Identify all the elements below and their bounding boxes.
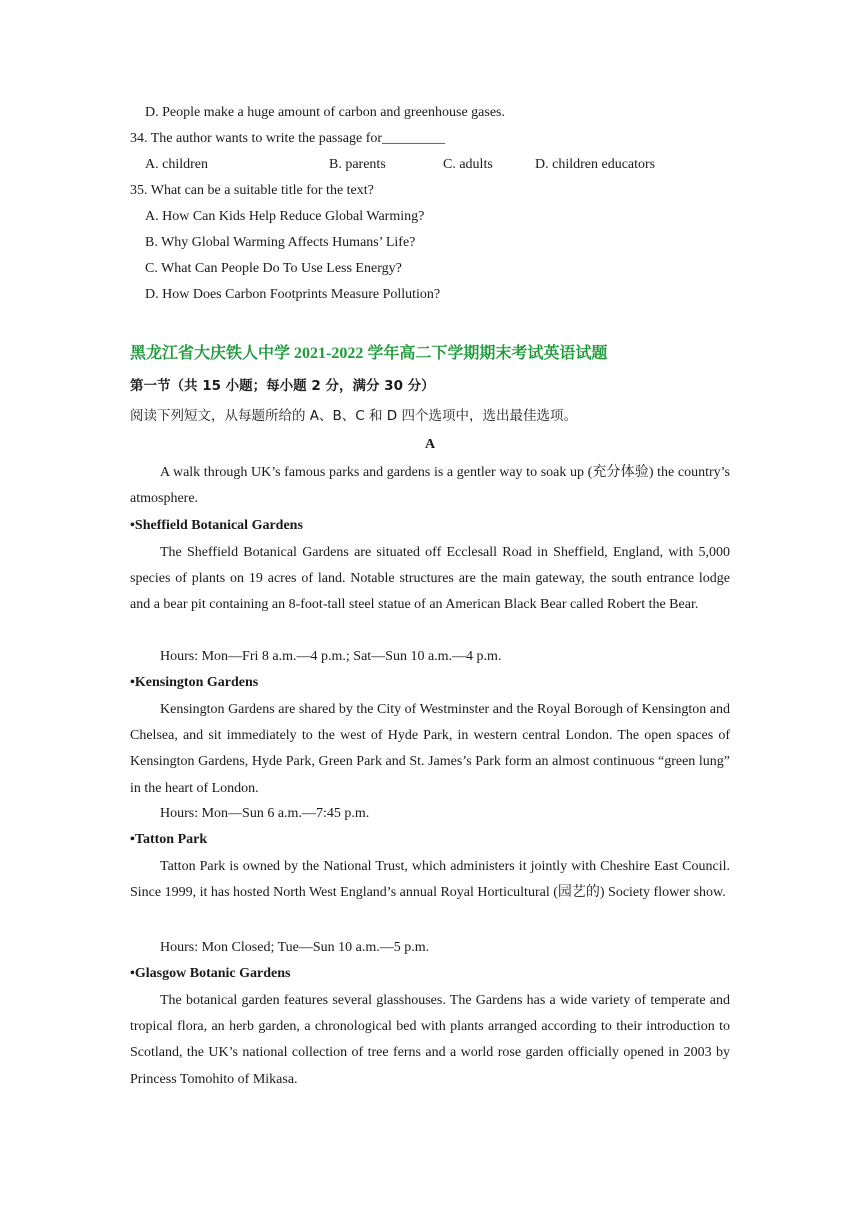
q33-option-d: D. People make a huge amount of carbon and greenhouse gases. <box>145 105 505 120</box>
q34-option-a: A. children <box>145 157 208 172</box>
q35-option-a: A. How Can Kids Help Reduce Global Warming? <box>145 209 425 224</box>
passage-letter: A <box>424 437 436 452</box>
q35-option-c: C. What Can People Do To Use Less Energy? <box>145 261 402 276</box>
section-body-kensington: Kensington Gardens are shared by the City of Westminster and the Royal Borough of Kensington and Chelsea, and sit immediately to the west of Hyde Park, in western central London. The open spaces of Kensington Gardens, Hyde Park, Green Park and St. James’s Park form an almost continuous “green lung” in the heart of London. <box>130 702 730 796</box>
hours-sheffield: Hours: Mon—Fri 8 a.m.—4 p.m.; Sat—Sun 10 a.m.—4 p.m. <box>160 649 502 664</box>
q35-stem: 35. What can be a suitable title for the text? <box>130 183 374 198</box>
section-heading-tatton: •Tatton Park <box>130 832 208 847</box>
section-heading-glasgow: •Glasgow Botanic Gardens <box>130 966 291 981</box>
hours-tatton: Hours: Mon Closed; Tue—Sun 10 a.m.—5 p.m. <box>160 940 430 955</box>
passage-intro: A walk through UK’s famous parks and gardens is a gentler way to soak up (充分体验) the country’s atmosphere. <box>130 465 730 507</box>
q34-stem: 34. The author wants to write the passage for_________ <box>130 131 446 146</box>
hours-kensington: Hours: Mon—Sun 6 a.m.—7:45 p.m. <box>160 806 370 821</box>
q34-option-b: B. parents <box>329 157 386 172</box>
section-heading: 第一节（共 15 小题；每小题 2 分，满分 30 分） <box>130 378 435 394</box>
q35-option-d: D. How Does Carbon Footprints Measure Pollution? <box>145 287 441 302</box>
section-body-tatton: Tatton Park is owned by the National Trust, which administers it jointly with Cheshire East Council. Since 1999, it has hosted North West England’s annual Royal Horticultural (园艺的) Society flower show. <box>130 859 730 901</box>
instruction-text: 阅读下列短文，从每题所给的 A、B、C 和 D 四个选项中，选出最佳选项。 <box>130 408 577 424</box>
q35-option-b: B. Why Global Warming Affects Humans’ Life? <box>145 235 416 250</box>
section-heading-sheffield: •Sheffield Botanical Gardens <box>130 518 303 533</box>
section-body-glasgow: The botanical garden features several glasshouses. The Gardens has a wide variety of temperate and tropical flora, an herb garden, a chronological bed with plants arranged according to their introduction to Scotland, the UK’s national collection of tree ferns and a world rose garden officially opened in 2003 by Princess Tomohito of Mikasa. <box>130 993 730 1087</box>
q34-option-d: D. children educators <box>535 157 656 172</box>
q34-option-c: C. adults <box>443 157 493 172</box>
section-body-sheffield: The Sheffield Botanical Gardens are situated off Ecclesall Road in Sheffield, England, with 5,000 species of plants on 19 acres of land. Notable structures are the main gateway, the south entrance lodge and a bear pit containing an 8-foot-tall steel statue of an American Black Bear called Robert the Bear. <box>130 545 730 613</box>
section-heading-kensington: •Kensington Gardens <box>130 675 259 690</box>
exam-title: 黑龙江省大庆铁人中学 2021-2022 学年高二下学期期末考试英语试题 <box>130 345 608 362</box>
